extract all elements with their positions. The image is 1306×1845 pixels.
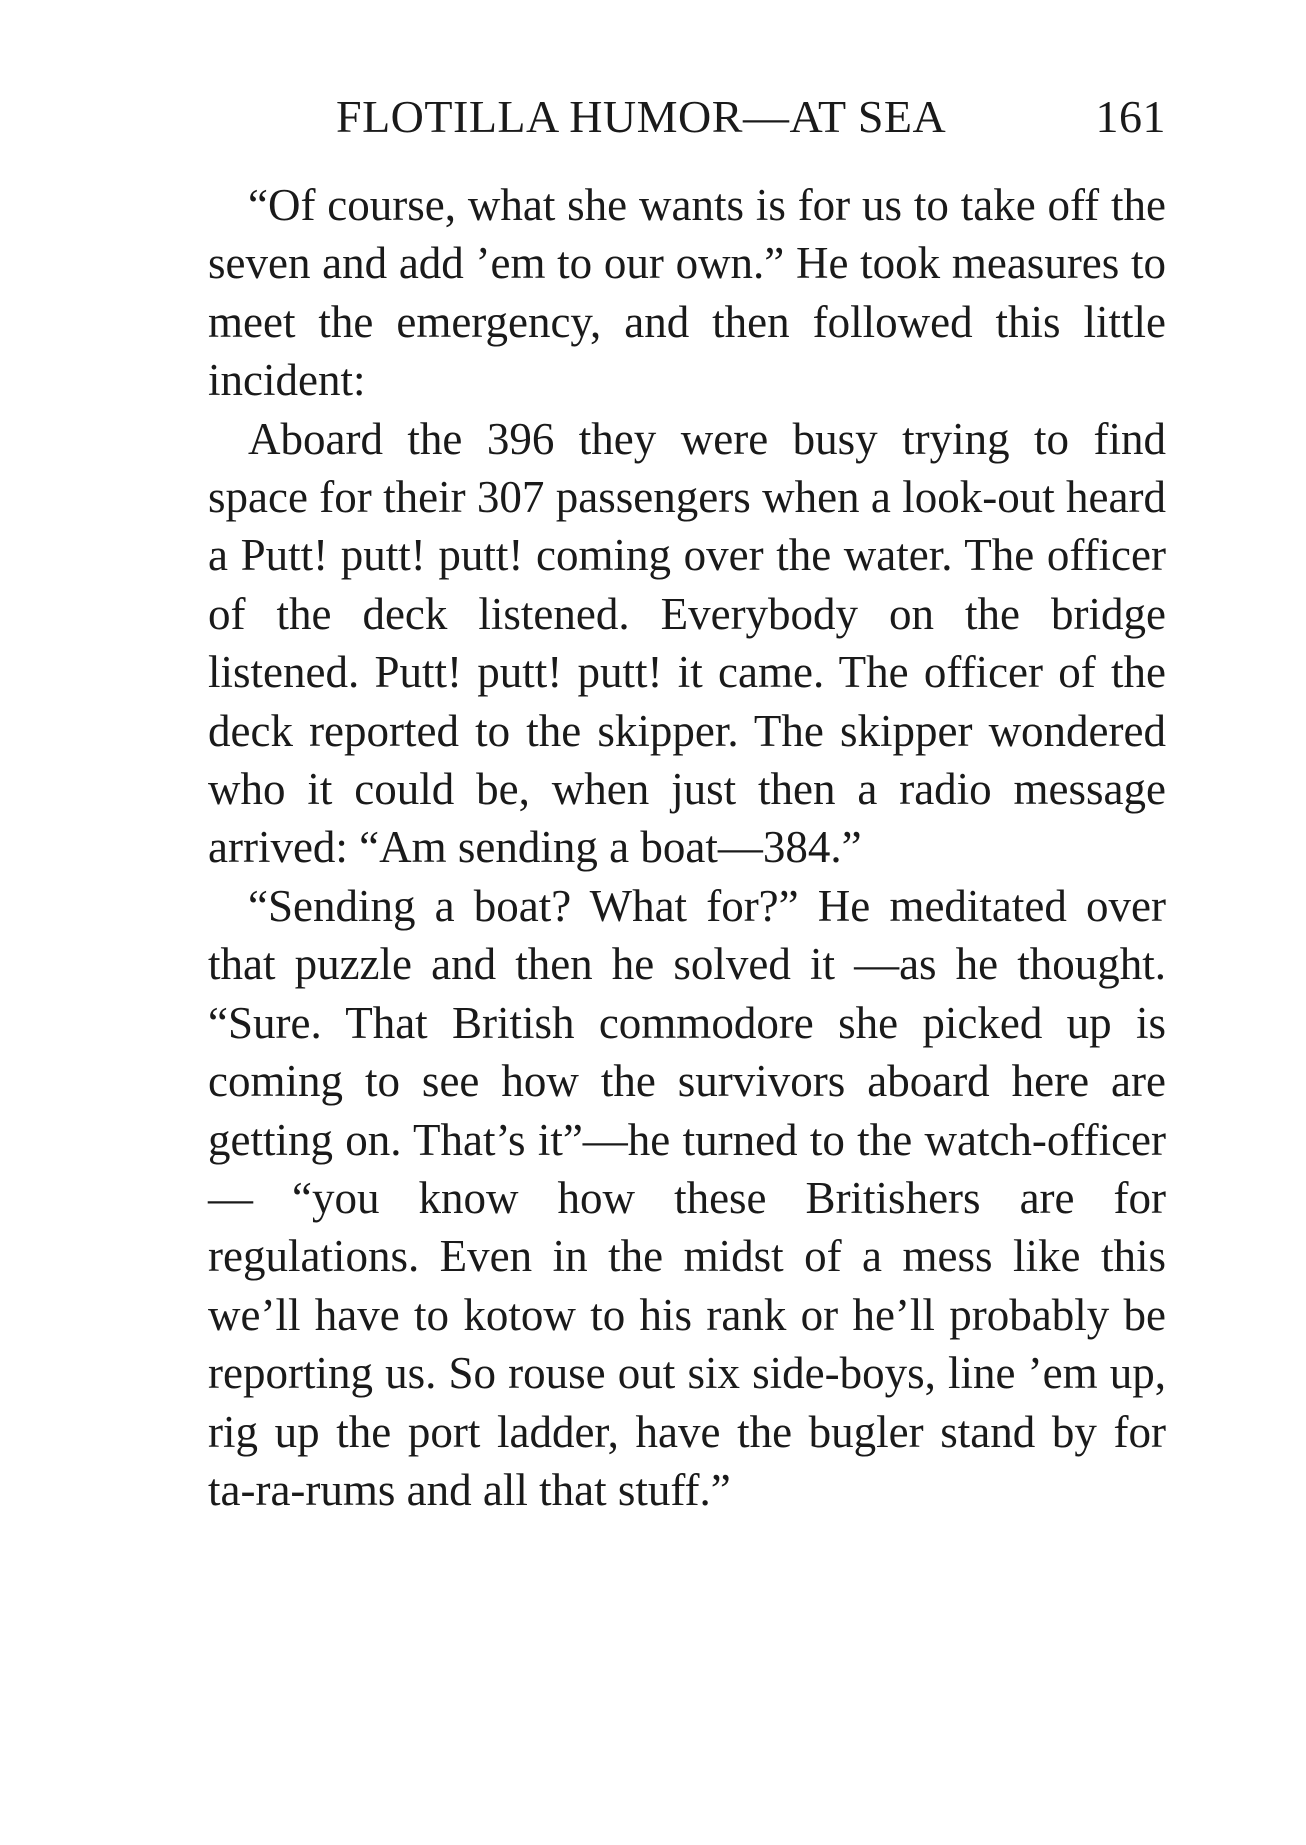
paragraph-3: “Sending a boat? What for?” He meditated over that puzzle and then he solved it —as he thought. “Sure. That British commodore she picked up is coming to see how the survivors aboard here are getting on. That’s it”—he turned to the watch-officer— “you know how these Britishers are for regulations. Even in the midst of a mess like this we’ll have to kotow to his rank or he’ll probably be reporting us. So rouse out six side-boys, line ’em up, rig up the port ladder, have the bugler stand by for ta-ra-rums and all that stuff.” (208, 880, 1166, 1515)
body-text (208, 176, 1166, 1519)
running-title: FLOTILLA HUMOR—AT SEA (336, 91, 947, 142)
paragraph-1: “Of course, what she wants is for us to take off the seven and add ’em to our own.” He took measures to meet the emergency, and then followed this little incident: (208, 180, 1166, 406)
page-number: 161 (1095, 91, 1166, 142)
running-head (208, 90, 1166, 154)
paragraph-2: Aboard the 396 they were busy trying to find space for their 307 passengers when a look-out heard a Putt! putt! putt! coming over the water. The officer of the deck listened. Everybody on the bridge listened. Putt! putt! putt! it came. The officer of the deck reported to the skipper. The skipper wondered who it could be, when just then a radio message arrived: “Am sending a boat—384.” (208, 413, 1166, 873)
book-page (208, 90, 1166, 1519)
